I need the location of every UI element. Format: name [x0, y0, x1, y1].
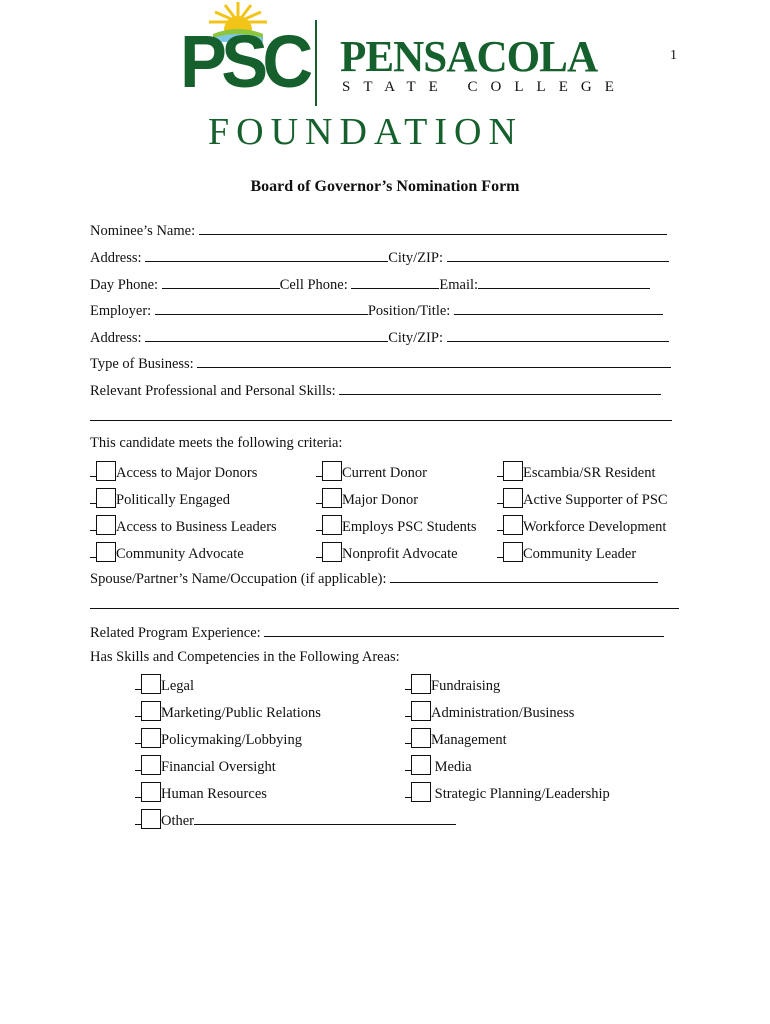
address-label-2: Address:: [90, 330, 142, 346]
nominee-name-row: [90, 220, 667, 240]
business-label: Type of Business:: [90, 356, 194, 372]
address-field-2[interactable]: [145, 327, 388, 342]
day-phone-field[interactable]: [162, 274, 280, 289]
spouse-row: [90, 568, 658, 588]
address-row-2: [90, 327, 669, 347]
checkbox[interactable]: [141, 782, 161, 802]
program-row: [90, 622, 664, 642]
competency-item[interactable]: Strategic Planning/Leadership: [405, 781, 610, 808]
position-label: Position/Title:: [367, 303, 451, 319]
criteria-item[interactable]: Access to Business Leaders: [90, 514, 277, 541]
employer-label: Employer:: [90, 303, 152, 319]
skills-field-line-2[interactable]: [90, 420, 672, 421]
checkbox[interactable]: [322, 515, 342, 535]
cityzip-label-2: City/ZIP:: [388, 330, 443, 346]
checkbox[interactable]: [411, 728, 431, 748]
competency-item[interactable]: Media: [405, 754, 610, 781]
skills-field[interactable]: [339, 380, 661, 395]
nominee-name-field[interactable]: [199, 220, 667, 235]
checkbox[interactable]: [322, 461, 342, 481]
criteria-col2: [316, 460, 477, 568]
business-row: [90, 353, 671, 373]
criteria-col3: [497, 460, 668, 568]
criteria-item[interactable]: Community Leader: [497, 541, 668, 568]
address-label-1: Address:: [90, 250, 142, 266]
competencies-heading: Has Skills and Competencies in the Following Areas:: [90, 649, 400, 665]
competency-item[interactable]: Fundraising: [405, 673, 610, 700]
logo-psc-mark: PSC: [180, 20, 308, 103]
checkbox[interactable]: [322, 542, 342, 562]
cell-phone-field[interactable]: [351, 274, 439, 289]
competency-item[interactable]: Human Resources: [135, 781, 456, 808]
competency-item[interactable]: Marketing/Public Relations: [135, 700, 456, 727]
competency-item[interactable]: Legal: [135, 673, 456, 700]
criteria-item[interactable]: Community Advocate: [90, 541, 277, 568]
checkbox[interactable]: [141, 728, 161, 748]
checkbox[interactable]: [141, 674, 161, 694]
spouse-field[interactable]: [390, 568, 658, 583]
criteria-item[interactable]: Escambia/SR Resident: [497, 460, 668, 487]
day-phone-label: Day Phone:: [90, 277, 159, 293]
phone-row: [90, 274, 650, 294]
checkbox[interactable]: [141, 755, 161, 775]
cityzip-field-1[interactable]: [447, 247, 669, 262]
criteria-item[interactable]: Major Donor: [316, 487, 477, 514]
checkbox[interactable]: [411, 701, 431, 721]
cityzip-label-1: City/ZIP:: [388, 250, 443, 266]
nominee-name-label: Nominee’s Name:: [90, 223, 196, 239]
logo-divider: [315, 20, 317, 106]
competencies-right: [405, 673, 610, 808]
logo-division: FOUNDATION: [208, 111, 523, 153]
position-field[interactable]: [454, 300, 663, 315]
criteria-item[interactable]: Politically Engaged: [90, 487, 277, 514]
checkbox[interactable]: [411, 674, 431, 694]
skills-label: Relevant Professional and Personal Skills:: [90, 383, 336, 399]
criteria-item[interactable]: Active Supporter of PSC: [497, 487, 668, 514]
criteria-item[interactable]: Nonprofit Advocate: [316, 541, 477, 568]
checkbox[interactable]: [411, 755, 431, 775]
criteria-item[interactable]: Workforce Development: [497, 514, 668, 541]
employer-field[interactable]: [155, 300, 368, 315]
competency-item[interactable]: Management: [405, 727, 610, 754]
checkbox[interactable]: [411, 782, 431, 802]
checkbox[interactable]: [96, 488, 116, 508]
competency-item[interactable]: Policymaking/Lobbying: [135, 727, 456, 754]
email-field[interactable]: [478, 274, 650, 289]
checkbox[interactable]: [322, 488, 342, 508]
program-label: Related Program Experience:: [90, 625, 261, 641]
address-row-1: [90, 247, 669, 267]
competency-item[interactable]: Administration/Business: [405, 700, 610, 727]
checkbox[interactable]: [96, 542, 116, 562]
spouse-field-line-2[interactable]: [90, 608, 679, 609]
competency-item[interactable]: Financial Oversight: [135, 754, 456, 781]
competency-item[interactable]: Other: [135, 808, 456, 835]
checkbox[interactable]: [503, 488, 523, 508]
checkbox[interactable]: [141, 701, 161, 721]
cell-phone-label: Cell Phone:: [279, 277, 348, 293]
criteria-item[interactable]: Employs PSC Students: [316, 514, 477, 541]
business-field[interactable]: [197, 353, 671, 368]
checkbox[interactable]: [503, 461, 523, 481]
program-field[interactable]: [264, 622, 664, 637]
criteria-item[interactable]: Access to Major Donors: [90, 460, 277, 487]
criteria-heading: This candidate meets the following criteria:: [90, 435, 343, 451]
checkbox[interactable]: [96, 461, 116, 481]
email-label: Email:: [439, 277, 479, 293]
page-title: Board of Governor’s Nomination Form: [250, 178, 520, 195]
employer-row: [90, 300, 663, 320]
page-number: 1: [670, 48, 677, 63]
checkbox[interactable]: [141, 809, 161, 829]
criteria-item[interactable]: Current Donor: [316, 460, 477, 487]
other-field[interactable]: [194, 810, 456, 825]
checkbox[interactable]: [503, 515, 523, 535]
logo-subname: STATE COLLEGE: [342, 79, 627, 95]
cityzip-field-2[interactable]: [447, 327, 669, 342]
checkbox[interactable]: [503, 542, 523, 562]
logo-name: PENSACOLA: [340, 32, 598, 81]
skills-row: [90, 380, 661, 400]
spouse-label: Spouse/Partner’s Name/Occupation (if applicable):: [90, 571, 387, 587]
checkbox[interactable]: [96, 515, 116, 535]
criteria-col1: [90, 460, 277, 568]
address-field-1[interactable]: [145, 247, 388, 262]
